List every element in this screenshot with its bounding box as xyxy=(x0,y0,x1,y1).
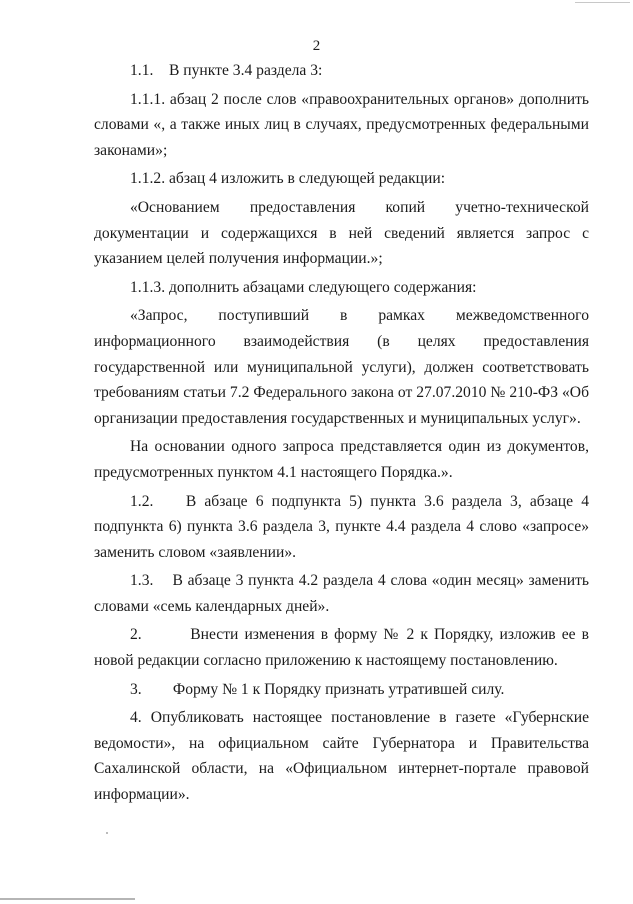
paragraph-quote-request: «Запрос, поступивший в рамках межведомственного информационного взаимодействия (в целях предоставления государственной или муниципальной услуги), должен соответствовать требованиям статьи 7.2 Федерального закона от 27.07.2010 № 210-ФЗ «Об организации предоставления государственных и муниципальных услуг». xyxy=(94,307,589,427)
paragraph-1-1-3: 1.1.3. дополнить абзацами следующего содержания: xyxy=(130,278,477,296)
scan-speck xyxy=(106,832,108,834)
paragraph-1-2: 1.2. В абзаце 6 подпункта 5) пункта 3.6 раздела 3, абзаце 4 подпункта 6) пункта 3.6 раздела 3, пункте 4.4 раздела 4 слово «запросе» заменить словом «заявлении». xyxy=(94,492,589,561)
paragraph-3: 3. Форму № 1 к Порядку признать утратившей силу. xyxy=(130,680,505,698)
paragraph-1-1: 1.1. В пункте 3.4 раздела 3: xyxy=(130,62,323,79)
paragraph-quote-basis: «Основанием предоставления копий учетно-технической документации и содержащихся в ней сведений является запрос с указанием целей получения информации.»; xyxy=(94,198,589,268)
paragraph-single-request: На основании одного запроса представляется один из документов, предусмотренных пунктом 4.1 настоящего Порядка.». xyxy=(94,438,589,481)
paragraph-4: 4. Опубликовать настоящее постановление в газете «Губернские ведомости», на официальном сайте Губернатора и Правительства Сахалинской области, на «Официальном интернет-портале правовой информации». xyxy=(94,709,589,804)
scan-edge-bottom-left xyxy=(0,898,135,900)
paragraph-2: 2. Внести изменения в форму № 2 к Порядку, изложив ее в новой редакции согласно приложению к настоящему постановлению. xyxy=(94,626,589,670)
scan-edge-top-right xyxy=(575,2,630,3)
paragraph-1-1-2: 1.1.2. абзац 4 изложить в следующей редакции: xyxy=(130,170,446,188)
paragraph-1-3: 1.3. В абзаце 3 пункта 4.2 раздела 4 слова «один месяц» заменить словами «семь календарных дней». xyxy=(94,572,589,615)
document-body xyxy=(94,58,589,808)
page-number: 2 xyxy=(312,38,321,54)
paragraph-1-1-1: 1.1.1. абзац 2 после слов «правоохранительных органов» дополнить словами «, а также иных лиц в случаях, предусмотренных федеральными законами»; xyxy=(94,90,589,159)
